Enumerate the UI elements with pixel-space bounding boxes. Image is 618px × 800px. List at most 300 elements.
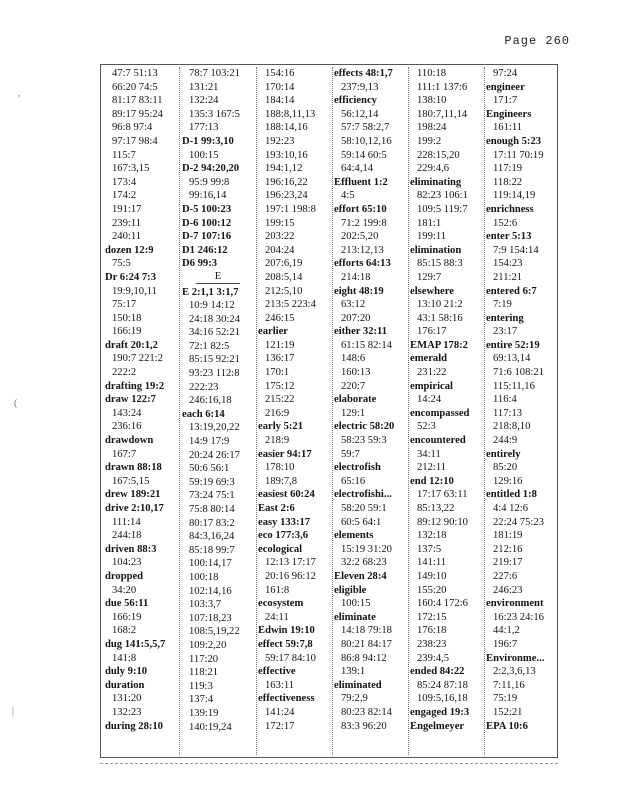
- index-term: early 5:21: [258, 421, 304, 433]
- page-reference: 244:18: [112, 530, 142, 542]
- page-reference: 227:6: [493, 570, 518, 582]
- page-reference: 14:18 79:18: [341, 625, 392, 637]
- page-reference: 4:5: [341, 190, 355, 202]
- page-reference: 57:7 58:2,7: [341, 122, 390, 134]
- page-reference: 115:11,16: [493, 380, 535, 392]
- page-reference: 160:13: [341, 367, 371, 379]
- page-reference: 138:10: [417, 95, 447, 107]
- page-reference: 20:16 96:12: [265, 570, 316, 582]
- index-term: entire 52:19: [486, 339, 540, 351]
- page-reference: 109:2,20: [189, 639, 227, 651]
- page-reference: 229:4,6: [417, 163, 450, 175]
- page-reference: 85:15 88:3: [417, 258, 463, 270]
- page-reference: 97:17 98:4: [112, 135, 158, 147]
- index-column-6: [484, 67, 560, 755]
- index-term: D-6 100:12: [182, 217, 232, 229]
- index-term: Environme...: [486, 652, 545, 664]
- index-term: dozen 12:9: [105, 244, 154, 256]
- index-term: Engineers: [486, 108, 532, 120]
- index-term: entering: [486, 312, 524, 324]
- page-reference: 80:17 83:2: [189, 517, 235, 529]
- page-reference: 56:12,14: [341, 108, 379, 120]
- page-reference: 59:7: [341, 448, 360, 460]
- index-term: E 2:1,1 3:1,7: [182, 286, 239, 298]
- page-reference: 103:3,7: [189, 599, 222, 611]
- page-reference: 161:11: [493, 122, 523, 134]
- index-term: elimination: [410, 244, 462, 256]
- index-term: eliminate: [334, 611, 376, 623]
- page-reference: 176:17: [417, 326, 447, 338]
- page-reference: 154:16: [265, 68, 295, 79]
- page-reference: 222:23: [189, 381, 219, 393]
- index-term: easy 133:17: [258, 516, 311, 528]
- index-term: elaborate: [334, 394, 377, 406]
- page-reference: 237:9,13: [341, 81, 379, 93]
- page-reference: 110:18: [417, 68, 447, 79]
- page-reference: 181:19: [493, 530, 523, 542]
- page-reference: 141:8: [112, 652, 137, 664]
- page-reference: 148:6: [341, 353, 366, 365]
- page-reference: 99:16,14: [189, 190, 227, 202]
- page-reference: 58:23 59:3: [341, 435, 387, 447]
- page-reference: 178:10: [265, 462, 295, 474]
- page-reference: 111:1 137:6: [417, 81, 468, 93]
- page-reference: 82:23 106:1: [417, 190, 468, 202]
- page-reference: 139:19: [189, 707, 219, 719]
- index-term: earlier: [258, 326, 288, 338]
- page-reference: 172:17: [265, 720, 295, 732]
- index-term: elsewhere: [410, 285, 454, 297]
- page-reference: 104:23: [112, 557, 142, 569]
- page-reference: 32:2 68:23: [341, 557, 387, 569]
- page-reference: 196:7: [493, 638, 518, 650]
- page-reference: 173:4: [112, 176, 137, 188]
- index-term: encountered: [410, 435, 466, 447]
- index-term: Edwin 19:10: [258, 625, 315, 637]
- page-reference: 95:9 99:8: [189, 176, 230, 188]
- page-reference: 139:1: [341, 666, 366, 678]
- index-term: during 28:10: [105, 720, 163, 732]
- page-number: Page 260: [504, 34, 570, 48]
- page-reference: 199:2: [417, 135, 442, 147]
- page-reference: 246:16,18: [189, 395, 232, 407]
- page-reference: 218:8,10: [493, 421, 531, 433]
- page-reference: 100:14,17: [189, 558, 232, 570]
- page-reference: 141:11: [417, 557, 447, 569]
- index-term: electric 58:20: [334, 421, 395, 433]
- index-term: drafting 19:2: [105, 380, 165, 392]
- page-reference: 71:6 108:21: [493, 367, 544, 379]
- page-reference: 80:23 82:14: [341, 706, 392, 718]
- page-reference: 212:16: [493, 543, 523, 555]
- scan-speck: ,: [18, 88, 21, 99]
- page-reference: 188:14,16: [265, 122, 308, 134]
- page-reference: 60:5 64:1: [341, 516, 382, 528]
- page-reference: 131:21: [189, 81, 219, 93]
- index-term: D-2 94:20,20: [182, 163, 240, 175]
- page-reference: 191:17: [112, 203, 142, 215]
- page-reference: 34:20: [112, 584, 137, 596]
- index-term: each 6:14: [182, 408, 225, 420]
- page-reference: 85:18 99:7: [189, 544, 235, 556]
- page-reference: 58:20 59:1: [341, 503, 387, 514]
- page-reference: 102:14,16: [189, 585, 232, 597]
- page-reference: 196:16,22: [265, 176, 308, 188]
- page-reference: 17:17 63:11: [417, 489, 468, 501]
- page-reference: 172:15: [417, 611, 447, 623]
- page-reference: 44:1,2: [493, 625, 520, 637]
- index-term: entitled 1:8: [486, 489, 537, 501]
- page-reference: 204:24: [265, 244, 295, 256]
- page-reference: 79:2,9: [341, 693, 368, 705]
- index-term: enrichness: [486, 203, 534, 215]
- page-reference: 93:23 112:8: [189, 368, 240, 380]
- page-reference: 180:7,11,14: [417, 108, 468, 120]
- page-reference: 194:1,12: [265, 163, 303, 175]
- page-reference: 208:5,14: [265, 271, 303, 283]
- page-reference: 109:5 119:7: [417, 203, 468, 215]
- page-reference: 212:5,10: [265, 285, 303, 297]
- page-reference: 86:8 94:12: [341, 652, 387, 664]
- page-reference: 174:2: [112, 190, 137, 202]
- page-reference: 199:11: [417, 231, 447, 243]
- page-reference: 219:17: [493, 557, 523, 569]
- index-term: electrofishi...: [334, 489, 392, 501]
- page-reference: 85:20: [493, 462, 518, 474]
- page-reference: 212:11: [417, 462, 447, 474]
- page-reference: 119:14,19: [493, 190, 536, 202]
- page-reference: 155:20: [417, 584, 447, 596]
- index-term: effective: [258, 666, 296, 678]
- index-term: Engelmeyer: [410, 720, 465, 732]
- page-reference: 218:9: [265, 435, 290, 447]
- page-reference: 111:14: [112, 516, 141, 528]
- page-reference: 2:2,3,6,13: [493, 666, 536, 678]
- page-reference: 75:8 80:14: [189, 504, 235, 515]
- page-reference: 166:19: [112, 611, 142, 623]
- page-reference: 71:2 199:8: [341, 217, 387, 229]
- page-reference: 116:4: [493, 394, 517, 406]
- page-reference: 196:23,24: [265, 190, 308, 202]
- page-reference: 163:11: [265, 679, 295, 691]
- page-reference: 85:13,22: [417, 503, 455, 514]
- page-reference: 4:4 12:6: [493, 503, 529, 514]
- index-term: electrofish: [334, 462, 381, 474]
- page-reference: 24:18 30:24: [189, 313, 240, 325]
- page-reference: 80:21 84:17: [341, 638, 392, 650]
- page-reference: 83:3 96:20: [341, 720, 387, 732]
- page-reference: 19:9,10,11: [112, 285, 157, 297]
- page-reference: 117:20: [189, 653, 219, 665]
- scan-speck: (: [14, 398, 18, 409]
- page-reference: 160:4 172:6: [417, 598, 468, 610]
- page-reference: 141:24: [265, 706, 295, 718]
- page-reference: 216:9: [265, 407, 290, 419]
- page-reference: 170:14: [265, 81, 295, 93]
- page-reference: 75:17: [112, 299, 137, 311]
- index-term: drive 2:10,17: [105, 503, 164, 514]
- page-reference: 129:1: [341, 407, 366, 419]
- index-term: elements: [334, 530, 374, 542]
- page-reference: 50:6 56:1: [189, 463, 230, 475]
- page-reference: 131:20: [112, 693, 142, 705]
- page-reference: 117:13: [493, 407, 523, 419]
- page-reference: 152:6: [493, 217, 518, 229]
- index-term: drawdown: [105, 435, 154, 447]
- page-reference: 69:13,14: [493, 353, 531, 365]
- word-index-table: [100, 64, 558, 758]
- page-reference: 132:23: [112, 706, 142, 718]
- page-reference: 240:11: [112, 231, 142, 243]
- page-reference: 121:19: [265, 339, 295, 351]
- index-term: efficiency: [334, 95, 377, 107]
- index-term: empirical: [410, 380, 453, 392]
- page-reference: 211:21: [493, 271, 523, 283]
- page-reference: 59:17 84:10: [265, 652, 316, 664]
- page-reference: 85:24 87:18: [417, 679, 468, 691]
- page-reference: 117:19: [493, 163, 523, 175]
- page-reference: 167:7: [112, 448, 137, 460]
- page-reference: 167:5,15: [112, 475, 150, 487]
- page-reference: 129:16: [493, 475, 523, 487]
- page-reference: 228:15,20: [417, 149, 460, 161]
- index-term: easiest 60:24: [258, 489, 315, 501]
- index-term: emerald: [410, 353, 448, 365]
- index-term: D1 246:12: [182, 244, 228, 256]
- page-reference: 20:24 26:17: [189, 449, 240, 461]
- page-reference: 129:7: [417, 271, 442, 283]
- page-reference: 170:1: [265, 367, 290, 379]
- index-term: engineer: [486, 81, 525, 93]
- page-reference: 215:22: [265, 394, 295, 406]
- page-reference: 171:7: [493, 95, 518, 107]
- page-reference: 214:18: [341, 271, 371, 283]
- index-term: Effluent 1:2: [334, 176, 388, 188]
- index-term: eliminated: [334, 679, 382, 691]
- index-column-5: [408, 67, 485, 755]
- page-reference: 143:24: [112, 407, 142, 419]
- index-term: either 32:11: [334, 326, 388, 338]
- index-term: ecological: [258, 543, 303, 555]
- page-reference: 231:22: [417, 367, 447, 379]
- page-reference: 7:19: [493, 299, 512, 311]
- page-reference: 115:7: [112, 149, 136, 161]
- page-reference: 109:5,16,18: [417, 693, 468, 705]
- index-term: environment: [486, 598, 544, 610]
- page-reference: 64:4,14: [341, 163, 374, 175]
- page-reference: 197:1 198:8: [265, 203, 316, 215]
- page-reference: 7:11,16: [493, 679, 525, 691]
- index-term: Eleven 28:4: [334, 570, 387, 582]
- index-term: dug 141:5,5,7: [105, 638, 166, 650]
- page-reference: 132:24: [189, 95, 219, 107]
- index-column-3: [256, 67, 333, 755]
- index-term: efforts 64:13: [334, 258, 391, 270]
- page-reference: 89:12 90:10: [417, 516, 468, 528]
- page-reference: 58:10,12,16: [341, 135, 392, 147]
- index-term: effects 48:1,7: [334, 68, 393, 79]
- index-term: duration: [105, 679, 145, 691]
- page-reference: 149:10: [417, 570, 447, 582]
- page-reference: 140:19,24: [189, 721, 232, 733]
- index-term: draw 122:7: [105, 394, 156, 406]
- index-term: end 12:10: [410, 475, 454, 487]
- page-reference: 13:19,20,22: [189, 422, 240, 434]
- page-reference: 246:15: [265, 312, 295, 324]
- page-reference: 181:1: [417, 217, 442, 229]
- page-reference: 89:17 95:24: [112, 108, 163, 120]
- page-reference: 100:15: [341, 598, 371, 610]
- page-reference: 7:9 154:14: [493, 244, 539, 256]
- page-reference: 167:3,15: [112, 163, 150, 175]
- index-column-4: [332, 67, 409, 755]
- index-term: East 2:6: [258, 503, 295, 514]
- index-column-1: [103, 67, 180, 755]
- page-reference: 118:22: [493, 176, 523, 188]
- page-reference: 190:7 221:2: [112, 353, 163, 365]
- page-reference: 78:7 103:21: [189, 68, 240, 79]
- index-term: driven 88:3: [105, 543, 157, 555]
- page-reference: 34:11: [417, 448, 441, 460]
- index-term: enter 5:13: [486, 231, 532, 243]
- page-reference: 47:7 51:13: [112, 68, 158, 79]
- index-term: drawn 88:18: [105, 462, 162, 474]
- index-term: D6 99:3: [182, 258, 218, 270]
- page-reference: 108:5,19,22: [189, 626, 240, 638]
- index-term: dropped: [105, 570, 144, 582]
- index-term: enough 5:23: [486, 135, 542, 147]
- page-reference: 59:19 69:3: [189, 476, 235, 488]
- page-reference: 85:15 92:21: [189, 354, 240, 366]
- page-reference: 202:5,20: [341, 231, 379, 243]
- index-term: effort 65:10: [334, 203, 387, 215]
- index-term: duly 9:10: [105, 666, 148, 678]
- index-term: effect 59:7,8: [258, 638, 313, 650]
- page-reference: 34:16 52:21: [189, 327, 240, 339]
- page-reference: 189:7,8: [265, 475, 298, 487]
- page-reference: 97:24: [493, 68, 518, 79]
- page-reference: 81:17 83:11: [112, 95, 163, 107]
- page-reference: 96:8 97:4: [112, 122, 153, 134]
- index-term: EPA 10:6: [486, 720, 528, 732]
- index-term: due 56:11: [105, 598, 149, 610]
- index-term: drew 189:21: [105, 489, 161, 501]
- page-reference: 63:12: [341, 299, 366, 311]
- page-reference: 14:24: [417, 394, 442, 406]
- page-reference: 244:9: [493, 435, 518, 447]
- page-reference: 175:12: [265, 380, 295, 392]
- page-reference: 188:8,11,13: [265, 108, 316, 120]
- page-reference: 13:10 21:2: [417, 299, 463, 311]
- page-reference: 107:18,23: [189, 612, 232, 624]
- page-reference: 192:23: [265, 135, 295, 147]
- index-term: effectiveness: [258, 693, 315, 705]
- page-reference: 213:5 223:4: [265, 299, 316, 311]
- page-reference: 59:14 60:5: [341, 149, 387, 161]
- index-term: easier 94:17: [258, 448, 312, 460]
- index-term: entirely: [486, 448, 521, 460]
- page-reference: 24:11: [265, 611, 289, 623]
- index-term: eco 177:3,6: [258, 530, 309, 542]
- page-reference: 199:15: [265, 217, 295, 229]
- scan-speck: |: [12, 706, 15, 717]
- page-reference: 168:2: [112, 625, 137, 637]
- page-reference: 184:14: [265, 95, 295, 107]
- page-reference: 166:19: [112, 326, 142, 338]
- page-reference: 15:19 31:20: [341, 543, 392, 555]
- page-reference: 193:10,16: [265, 149, 308, 161]
- index-column-2: [180, 67, 257, 755]
- page-reference: 16:23 24:16: [493, 611, 544, 623]
- index-term: Dr 6:24 7:3: [105, 271, 156, 283]
- index-term: eligible: [334, 584, 367, 596]
- page-reference: 118:21: [189, 667, 219, 679]
- page-reference: 203:22: [265, 231, 295, 243]
- page-reference: 213:12,13: [341, 244, 384, 256]
- page-reference: 23:17: [493, 326, 518, 338]
- page-reference: 52:3: [417, 421, 436, 433]
- page-reference: 17:11 70:19: [493, 149, 544, 161]
- section-letter: E: [196, 271, 240, 284]
- page-reference: 43:1 58:16: [417, 312, 463, 324]
- page-reference: 137:4: [189, 694, 214, 706]
- page-reference: 14:9 17:9: [189, 436, 230, 448]
- page-reference: 239:11: [112, 217, 142, 229]
- page-reference: 132:18: [417, 530, 447, 542]
- page-reference: 135:3 167:5: [189, 108, 240, 120]
- page-reference: 22:24 75:23: [493, 516, 544, 528]
- page-reference: 75:19: [493, 693, 518, 705]
- page-reference: 176:18: [417, 625, 447, 637]
- page-reference: 12:13 17:17: [265, 557, 316, 569]
- index-term: D-7 107:16: [182, 231, 232, 243]
- page-reference: 152:21: [493, 706, 523, 718]
- page-reference: 84:3,16,24: [189, 531, 235, 543]
- index-term: EMAP 178:2: [410, 339, 468, 351]
- page-reference: 75:5: [112, 258, 131, 270]
- page-reference: 239:4,5: [417, 652, 450, 664]
- page-reference: 100:18: [189, 571, 219, 583]
- page-reference: 207:20: [341, 312, 371, 324]
- page-reference: 161:8: [265, 584, 290, 596]
- page-reference: 222:2: [112, 367, 137, 379]
- page-reference: 61:15 82:14: [341, 339, 392, 351]
- index-term: draft 20:1,2: [105, 339, 158, 351]
- page-reference: 150:18: [112, 312, 142, 324]
- page-reference: 246:23: [493, 584, 523, 596]
- page-reference: 65:16: [341, 475, 366, 487]
- page-reference: 119:3: [189, 680, 213, 692]
- page-reference: 100:15: [189, 149, 219, 161]
- page-reference: 236:16: [112, 421, 142, 433]
- page-reference: 177:13: [189, 122, 219, 134]
- page-reference: 72:1 82:5: [189, 340, 230, 352]
- index-term: eliminating: [410, 176, 462, 188]
- page-reference: 73:24 75:1: [189, 490, 235, 502]
- page-bottom-rule: [100, 763, 558, 764]
- page-reference: 154:23: [493, 258, 523, 270]
- page-reference: 220:7: [341, 380, 366, 392]
- index-term: D-1 99:3,10: [182, 135, 234, 147]
- page-reference: 10:9 14:12: [189, 300, 235, 312]
- index-term: eight 48:19: [334, 285, 384, 297]
- index-term: ended 84:22: [410, 666, 465, 678]
- page-reference: 198:24: [417, 122, 447, 134]
- page-reference: 238:23: [417, 638, 447, 650]
- page-reference: 137:5: [417, 543, 442, 555]
- index-term: ecosystem: [258, 598, 304, 610]
- index-term: engaged 19:3: [410, 706, 470, 718]
